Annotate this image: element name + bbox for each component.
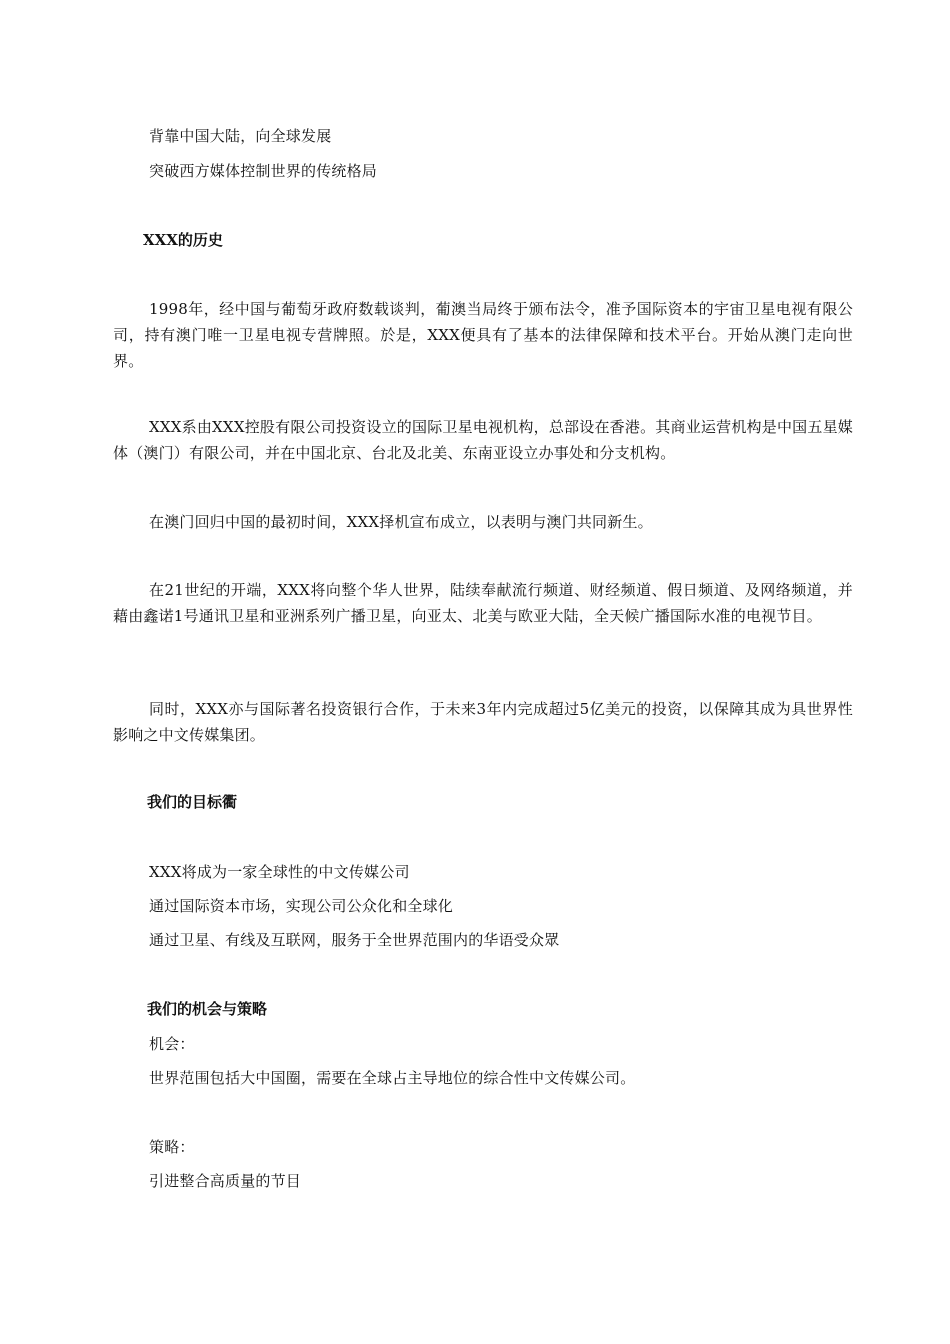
history-paragraph-4: 在21世纪的开端，XXX将向整个华人世界，陆续奉献流行频道、财经频道、假日频道、及网络频道，并藉由鑫诺1号通讯卫星和亚洲系列广播卫星，向亚太、北美与欧亚大陆，全天候广播国际水准的电视节目。 <box>113 581 853 625</box>
history-paragraph-1: 1998年，经中国与葡萄牙政府数载谈判，葡澳当局终于颁布法令，准予国际资本的宇宙卫星电视有限公司，持有澳门唯一卫星电视专营牌照。於是，XXX便具有了基本的法律保障和技术平台。开始从澳门走向世界。 <box>113 300 853 370</box>
history-paragraph-5: 同时，XXX亦与国际著名投资银行合作，于未来3年内完成超过5亿美元的投资，以保障其成为具世界性影响之中文传媒集团。 <box>113 700 853 744</box>
history-paragraph-3: 在澳门回归中国的最初时间，XXX择机宣布成立，以表明与澳门共同新生。 <box>149 513 653 531</box>
strategy-heading: 我们的机会与策略 <box>147 1000 268 1018</box>
intro-line-1: 背靠中国大陆，向全球发展 <box>149 127 332 145</box>
history-paragraph-2: XXX系由XXX控股有限公司投资设立的国际卫星电视机构，总部设在香港。其商业运营机构是中国五星媒体（澳门）有限公司，并在中国北京、台北及北美、东南亚设立办事处和分支机构。 <box>113 418 853 462</box>
strategy-label: 策略： <box>149 1138 195 1156</box>
opportunity-label: 机会： <box>149 1035 195 1053</box>
intro-line-2: 突破西方媒体控制世界的传统格局 <box>149 162 378 180</box>
goal-item-3: 通过卫星、有线及互联网，服务于全世界范围内的华语受众眾 <box>149 931 560 949</box>
history-heading: XXX的历史 <box>143 231 223 249</box>
strategy-text: 引进整合高质量的节目 <box>149 1172 302 1190</box>
opportunity-text: 世界范围包括大中国圈，需要在全球占主导地位的综合性中文传媒公司。 <box>149 1069 636 1087</box>
goal-item-2: 通过国际资本市场，实现公司公众化和全球化 <box>149 897 454 915</box>
goal-item-1: XXX将成为一家全球性的中文传媒公司 <box>149 863 410 881</box>
goals-heading: 我们的目标衢 <box>147 793 238 811</box>
